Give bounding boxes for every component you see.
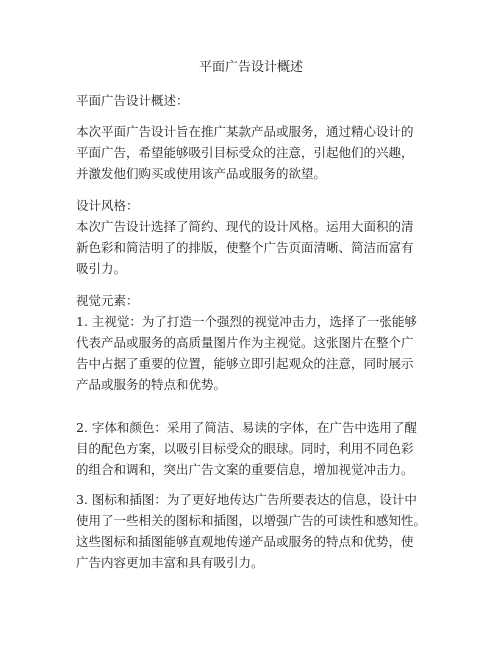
style-heading: 设计风格： <box>76 198 139 213</box>
visual-section <box>76 290 436 395</box>
item2-paragraph <box>76 417 436 480</box>
visual-heading: 视觉元素： <box>76 293 139 308</box>
item3-line-4: 广告内容更加丰富和具有吸引力。 <box>76 555 264 570</box>
item3-line-2: 使用了一些相关的图标和插图，以增强广告的可读性和感知性。 <box>76 513 427 528</box>
item3-line-3: 这些图标和插图能够直观地传递产品或服务的特点和优势，使 <box>76 534 414 549</box>
item2-line-3: 的组合和调和，突出广告文案的重要信息，增加视觉冲击力。 <box>76 462 414 477</box>
intro-paragraph <box>76 121 436 184</box>
document-title: 平面广告设计概述 <box>198 60 303 75</box>
overview-heading: 平面广告设计概述： <box>76 93 189 108</box>
overview-heading-block <box>76 90 436 111</box>
style-line-2: 新色彩和简洁明了的排版，使整个广告页面清晰、简洁而富有 <box>76 240 414 255</box>
item1-line-3: 告中占据了重要的位置，能够立即引起观众的注意，同时展示 <box>76 356 414 371</box>
intro-line-2: 平面广告，希望能够吸引目标受众的注意，引起他们的兴趣， <box>76 145 414 160</box>
item2-line-2: 目的配色方案，以吸引目标受众的眼球。同时，利用不同色彩 <box>76 441 414 456</box>
item1-line-4: 产品或服务的特点和优势。 <box>76 377 227 392</box>
intro-line-1: 本次平面广告设计旨在推广某款产品或服务，通过精心设计的 <box>76 124 414 139</box>
item1-line-2: 代表产品或服务的高质量图片作为主视觉。这张图片在整个广 <box>76 335 414 350</box>
item3-paragraph <box>76 489 436 573</box>
style-line-1: 本次广告设计选择了简约、现代的设计风格。运用大面积的清 <box>76 219 414 234</box>
item1-line-1: 1. 主视觉：为了打造一个强烈的视觉冲击力，选择了一张能够 <box>76 314 417 329</box>
item3-line-1: 3. 图标和插图：为了更好地传达广告所要表达的信息，设计中 <box>76 492 417 507</box>
item2-line-1: 2. 字体和颜色：采用了简洁、易读的字体，在广告中选用了醒 <box>76 420 417 435</box>
style-section <box>76 195 436 279</box>
intro-line-3: 并激发他们购买或使用该产品或服务的欲望。 <box>76 166 327 181</box>
style-line-3: 吸引力。 <box>76 261 127 276</box>
